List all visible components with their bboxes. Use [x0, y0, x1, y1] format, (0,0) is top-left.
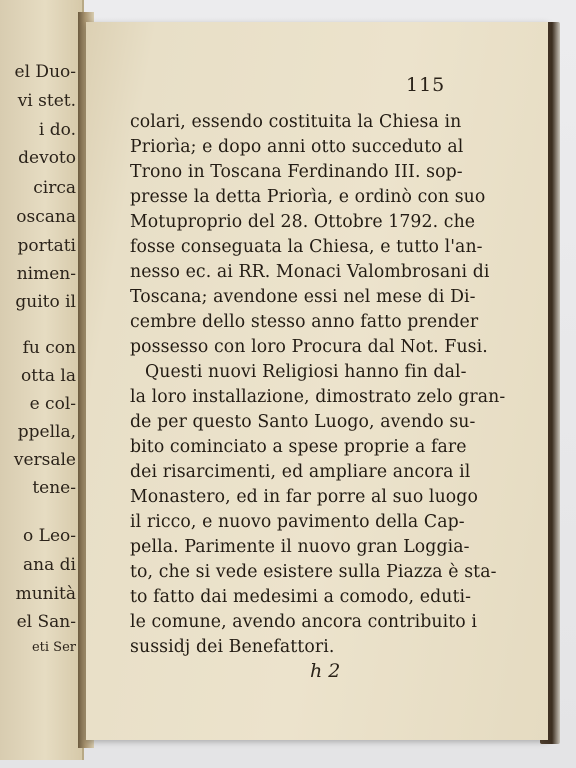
text-line: presse la detta Priorìa, e ordinò con suo	[130, 187, 486, 207]
left-page-line: o Leo-	[23, 526, 76, 546]
text-line: to, che si vede esistere sulla Piazza è sta-	[130, 562, 497, 582]
text-line: to fatto dai medesimi a comodo, eduti-	[130, 587, 472, 607]
left-page-line: versale	[13, 450, 76, 470]
text-line: fosse conseguata la Chiesa, e tutto l'an-	[130, 237, 483, 257]
text-line: Questi nuovi Religiosi hanno fin dal-	[145, 362, 467, 382]
left-page-line: devoto	[18, 148, 76, 168]
left-page-line: nimen-	[16, 264, 76, 284]
text-line: Monastero, ed in far porre al suo luogo	[130, 487, 478, 507]
text-line: possesso con loro Procura dal Not. Fusi.	[130, 337, 488, 357]
left-page-line: fu con	[22, 338, 76, 358]
text-line: dei risarcimenti, ed ampliare ancora il	[130, 462, 471, 482]
text-line: il ricco, e nuovo pavimento della Cap-	[130, 512, 465, 532]
left-page-line: ppella,	[17, 422, 76, 442]
left-page-line: e col-	[29, 394, 76, 414]
left-page-line: el Duo-	[14, 62, 76, 82]
text-line: Priorìa; e dopo anni otto succeduto al	[130, 137, 464, 157]
text-line: sussidj dei Benefattori.	[130, 637, 335, 657]
left-page-line: munità	[15, 584, 76, 604]
left-page-line: otta la	[20, 366, 76, 386]
text-line: colari, essendo costituita la Chiesa in	[130, 112, 462, 132]
left-page-line: portati	[17, 236, 76, 256]
left-page-line: ana di	[23, 555, 76, 575]
signature-mark: h 2	[310, 660, 341, 682]
text-line: Toscana; avendone essi nel mese di Di-	[130, 287, 476, 307]
left-page-line: oscana	[16, 207, 76, 227]
text-line: le comune, avendo ancora contribuito i	[130, 612, 477, 632]
left-page	[0, 0, 84, 760]
left-page-line: circa	[33, 178, 76, 198]
text-line: Motuproprio del 28. Ottobre 1792. che	[130, 212, 476, 232]
left-page-line: guito il	[15, 292, 76, 312]
left-page-line: eti Ser	[31, 640, 76, 655]
left-page-line: vi stet.	[17, 91, 76, 111]
text-line: de per questo Santo Luogo, avendo su-	[130, 412, 476, 432]
left-page-line: tene-	[32, 478, 76, 498]
left-page-line: el San-	[16, 612, 76, 632]
text-line: bito cominciato a spese proprie a fare	[130, 437, 467, 457]
text-line: Trono in Toscana Ferdinando III. sop-	[130, 162, 463, 182]
text-line: nesso ec. ai RR. Monaci Valombrosani di	[130, 262, 490, 282]
page-number: 115	[406, 74, 446, 96]
text-line: cembre dello stesso anno fatto prender	[130, 312, 479, 332]
left-page-line: i do.	[38, 120, 76, 140]
text-line: la loro installazione, dimostrato zelo gran-	[130, 387, 506, 407]
text-line: pella. Parimente il nuovo gran Loggia-	[130, 537, 470, 557]
